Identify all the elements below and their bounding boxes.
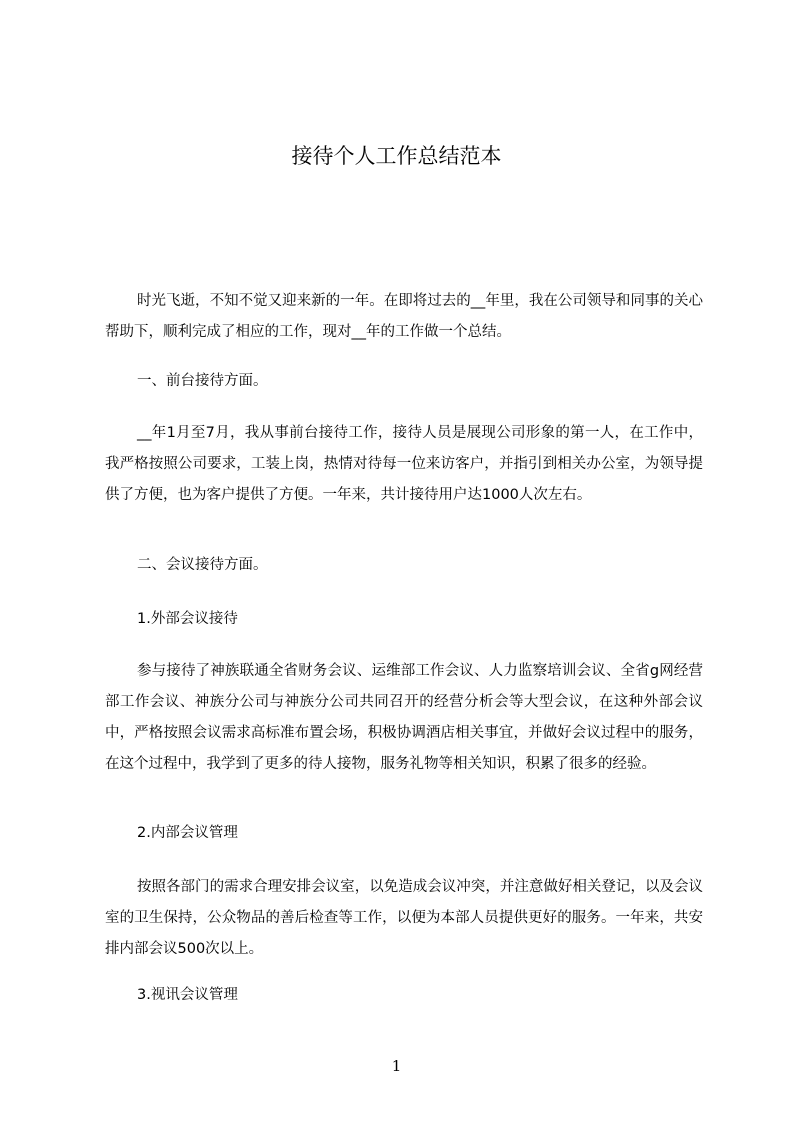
subsection3-heading: 3.视讯会议管理 — [137, 987, 238, 1003]
subsection2-heading: 2.内部会议管理 — [137, 825, 238, 841]
section2-heading: 二、会议接待方面。 — [137, 557, 268, 573]
subsection1-paragraph: 参与接待了神族联通全省财务会议、运维部工作会议、人力监察培训会议、全省g网经营部工作会议、神族分公司与神族分公司共同召开的经营分析会等大型会议，在这种外部会议中，严格按照会议需求高标准布置会场，积极协调酒店相关事宜，并做好会议过程中的服务，在这个过程中，我学到了更多的待人接物，服务礼物等相关知识，积累了很多的经验。 — [105, 663, 703, 772]
subsection2-paragraph: 按照各部门的需求合理安排会议室，以免造成会议冲突，并注意做好相关登记，以及会议室的卫生保持，公众物品的善后检查等工作，以便为本部人员提供更好的服务。一年来，共安排内部会议500次以上。 — [105, 879, 703, 957]
page-number: 1 — [391, 1057, 402, 1075]
intro-paragraph: 时光飞逝，不知不觉又迎来新的一年。在即将过去的__年里，我在公司领导和同事的关心帮助下，顺利完成了相应的工作，现对__年的工作做一个总结。 — [105, 293, 703, 340]
section1-heading: 一、前台接待方面。 — [137, 373, 268, 389]
subsection1-heading: 1.外部会议接待 — [137, 611, 238, 627]
section1-paragraph: __年1月至7月，我从事前台接待工作，接待人员是展现公司形象的第一人，在工作中，我严格按照公司要求，工装上岗，热情对待每一位来访客户，并指引到相关办公室，为领导提供了方便，也为客户提供了方便。一年来，共计接待用户达1000人次左右。 — [105, 425, 703, 503]
document-title: 接待个人工作总结范本 — [291, 144, 502, 168]
